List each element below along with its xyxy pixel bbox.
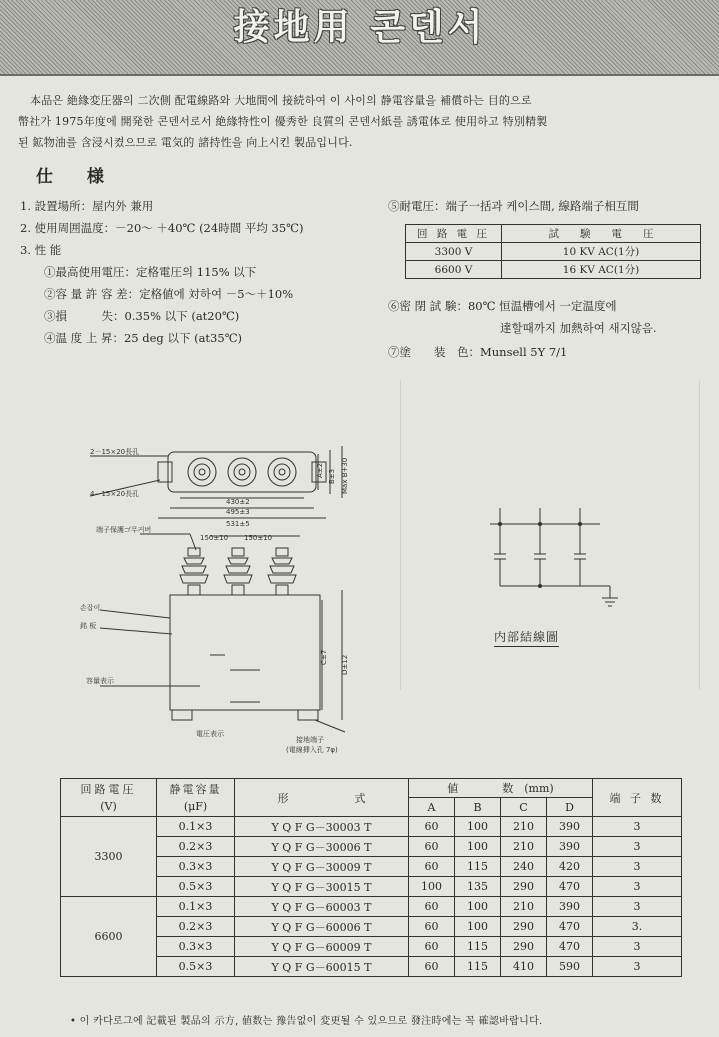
dim-cell: 60 <box>409 897 455 917</box>
dim-cell: 115 <box>455 957 501 977</box>
dim-cell: 590 <box>547 957 593 977</box>
voltage-cell: 6600 <box>61 897 157 977</box>
col-dim-a: A <box>409 798 455 817</box>
col-capacity-title: 静電容量 <box>169 782 222 796</box>
dim-cell: 410 <box>501 957 547 977</box>
dim-cell: 240 <box>501 857 547 877</box>
model-cell: Y Q F G－60006 T <box>235 917 409 937</box>
dim-cell: 210 <box>501 817 547 837</box>
bushing-top <box>268 458 296 486</box>
voltage-mark-label: 電圧表示 <box>196 730 224 738</box>
model-table <box>60 778 682 977</box>
terminal-cell: 3 <box>593 837 682 857</box>
capacity-cell: 0.5×3 <box>157 877 235 897</box>
dim-label: Max B+30 <box>341 457 349 494</box>
terminal-cell: 3 <box>593 957 682 977</box>
dim-cell: 100 <box>455 917 501 937</box>
col-dims-header: 値 数 (mm) <box>409 779 593 798</box>
spec-performance: 3. 性 能 <box>20 243 62 257</box>
model-cell: Y Q F G－30015 T <box>235 877 409 897</box>
terminal-cell: 3 <box>593 897 682 917</box>
spec-loss: ③損 失：0.35% 以下 (at20℃) <box>44 309 240 323</box>
spec-withstand-voltage: ⑤耐電圧：端子一括과 케이스間, 線路端子相互間 <box>388 199 639 213</box>
bushing-side <box>224 548 252 595</box>
capacity-cell: 0.3×3 <box>157 937 235 957</box>
terminal-cell: 3 <box>593 857 682 877</box>
terminal-cell: 3. <box>593 917 682 937</box>
col-capacity-header <box>157 779 235 817</box>
dim-label: 150±10 <box>244 534 273 542</box>
outline-drawing <box>60 440 380 760</box>
capacity-mark-label: 容量表示 <box>86 677 114 685</box>
dim-cell: 470 <box>547 937 593 957</box>
vt-cell: 6600 V <box>406 261 502 279</box>
dim-cell: 100 <box>455 897 501 917</box>
side-view-case <box>170 595 320 710</box>
vt-cell: 16 KV AC(1分) <box>502 261 701 279</box>
spec-ambient-temp: 2. 使用周囲温度：－20～ ＋40℃ (24時間 平均 35℃) <box>20 221 304 235</box>
table-row <box>406 261 701 279</box>
spec-max-voltage: ①最高使用電圧：定格電圧의 115% 以下 <box>44 265 257 279</box>
dim-cell: 100 <box>455 817 501 837</box>
page-title: 接地用 콘덴서 <box>233 7 487 48</box>
intro-line: 本品은 絶緣変圧器의 二次側 配電線路와 大地間에 接続하여 이 사이의 静電容量을 補償하는 目的으로 <box>30 94 532 107</box>
dim-label: 150±10 <box>200 534 229 542</box>
capacity-cell: 0.2×3 <box>157 837 235 857</box>
dim-cell: 390 <box>547 897 593 917</box>
table-group-6600 <box>61 897 682 977</box>
voltage-test-table <box>405 224 701 279</box>
spec-capacity-tolerance: ②容 量 許 容 差：定格値에 対하여 －5～＋10% <box>44 287 294 301</box>
capacity-cell: 0.1×3 <box>157 897 235 917</box>
dim-label: 430±2 <box>226 498 250 506</box>
hole-label: 2－15×20長孔 <box>90 448 140 456</box>
bushing-side <box>268 548 296 595</box>
intro-paragraph <box>18 90 698 153</box>
col-dim-b: B <box>455 798 501 817</box>
vt-cell: 3300 V <box>406 243 502 261</box>
spec-temp-rise: ④温 度 上 昇：25 deg 以下 (at35℃) <box>44 331 243 345</box>
dim-cell: 60 <box>409 937 455 957</box>
dim-cell: 60 <box>409 957 455 977</box>
vt-header: 回 路 電 圧 <box>406 225 502 243</box>
mount-bracket <box>158 462 172 482</box>
junction-dot <box>578 522 582 526</box>
terminal-cell: 3 <box>593 877 682 897</box>
col-voltage-unit: (V) <box>100 799 117 813</box>
intro-line: 된 鉱物油를 含浸시켰으므로 電気的 諸持性을 向上시킨 製品입니다. <box>18 136 353 149</box>
col-model-header: 形 式 <box>235 779 409 817</box>
junction-dot <box>498 522 502 526</box>
bushing-side <box>180 548 208 595</box>
dim-cell: 210 <box>501 897 547 917</box>
dim-cell: 390 <box>547 817 593 837</box>
dim-cell: 290 <box>501 877 547 897</box>
junction-dot <box>538 522 542 526</box>
internal-wiring-diagram <box>480 498 630 618</box>
junction-dot <box>538 584 542 588</box>
table-row <box>61 897 682 917</box>
intro-line: 幣社가 1975年度에 開発한 콘덴서로서 絶緣特性이 優秀한 良質의 콘덴서紙를 誘電体로 使用하고 特別精製 <box>18 115 548 128</box>
dim-cell: 470 <box>547 877 593 897</box>
terminal-cover-label: 端子保護ゴ무커버 <box>96 526 152 534</box>
spec-heading: 仕 様 <box>36 167 118 187</box>
spec-seal-test: ⑥密 閉 試 験：80℃ 恒温槽에서 一定温度에 <box>388 299 617 313</box>
dim-cell: 60 <box>409 817 455 837</box>
table-group-3300 <box>61 817 682 897</box>
dim-cell: 100 <box>455 837 501 857</box>
voltage-cell: 3300 <box>61 817 157 897</box>
dim-cell: 60 <box>409 857 455 877</box>
dim-cell: 290 <box>501 917 547 937</box>
dim-label: C±7 <box>320 649 328 665</box>
dim-cell: 60 <box>409 837 455 857</box>
col-voltage-title: 回路電圧 <box>80 782 137 796</box>
capacity-cell: 0.5×3 <box>157 957 235 977</box>
spec-install-location: 1. 設置場所：屋内外 兼用 <box>20 199 154 213</box>
dim-cell: 100 <box>409 877 455 897</box>
col-capacity-unit: (μF) <box>183 799 208 813</box>
ground-terminal-label: 接地端子 <box>296 736 324 744</box>
terminal-cell: 3 <box>593 817 682 837</box>
ground-terminal-note: (電線挿入孔 7φ) <box>286 746 338 754</box>
title-banner <box>0 0 719 76</box>
dim-cell: 420 <box>547 857 593 877</box>
model-cell: Y Q F G－60015 T <box>235 957 409 977</box>
bushing-top <box>188 458 216 486</box>
dim-cell: 470 <box>547 917 593 937</box>
table-row <box>406 243 701 261</box>
hole-label: 4－15×20長孔 <box>90 490 140 498</box>
dim-cell: 390 <box>547 837 593 857</box>
terminal-cell: 3 <box>593 937 682 957</box>
circuit-caption: 内部結線圖 <box>494 628 559 647</box>
dim-cell: 210 <box>501 837 547 857</box>
vt-header: 試 験 電 圧 <box>502 225 701 243</box>
model-cell: Y Q F G－30003 T <box>235 817 409 837</box>
col-terminals-header: 端 子 数 <box>593 779 682 817</box>
nameplate-label: 銘 板 <box>80 622 97 630</box>
dim-cell: 60 <box>409 917 455 937</box>
model-cell: Y Q F G－30009 T <box>235 857 409 877</box>
table-row <box>61 817 682 837</box>
col-dim-d: D <box>547 798 593 817</box>
model-cell: Y Q F G－30006 T <box>235 837 409 857</box>
dim-label: 531±5 <box>226 520 250 528</box>
dim-label: A±2 <box>316 462 324 478</box>
col-voltage-header <box>61 779 157 817</box>
footnote: • 이 카다로그에 記載된 製品의 示方, 値数는 豫告없이 変更될 수 있으므로 發注時에는 꼭 確認바랍니다. <box>70 1016 543 1027</box>
model-cell: Y Q F G－60003 T <box>235 897 409 917</box>
vt-cell: 10 KV AC(1分) <box>502 243 701 261</box>
model-cell: Y Q F G－60009 T <box>235 937 409 957</box>
spec-seal-test-cont: 達할때까지 加熱하여 새지않음. <box>500 321 657 335</box>
capacity-cell: 0.2×3 <box>157 917 235 937</box>
dim-cell: 135 <box>455 877 501 897</box>
dim-cell: 115 <box>455 857 501 877</box>
dim-label: 495±3 <box>226 508 250 516</box>
spec-paint-color: ⑦塗 装 色：Munsell 5Y 7/1 <box>388 345 568 359</box>
dim-label: B±3 <box>328 468 336 484</box>
bushing-top <box>228 458 256 486</box>
col-dim-c: C <box>501 798 547 817</box>
handle-label: 손잡이 <box>80 604 101 612</box>
dim-label: D±12 <box>341 654 349 675</box>
dim-cell: 115 <box>455 937 501 957</box>
capacity-cell: 0.1×3 <box>157 817 235 837</box>
dim-cell: 290 <box>501 937 547 957</box>
capacity-cell: 0.3×3 <box>157 857 235 877</box>
